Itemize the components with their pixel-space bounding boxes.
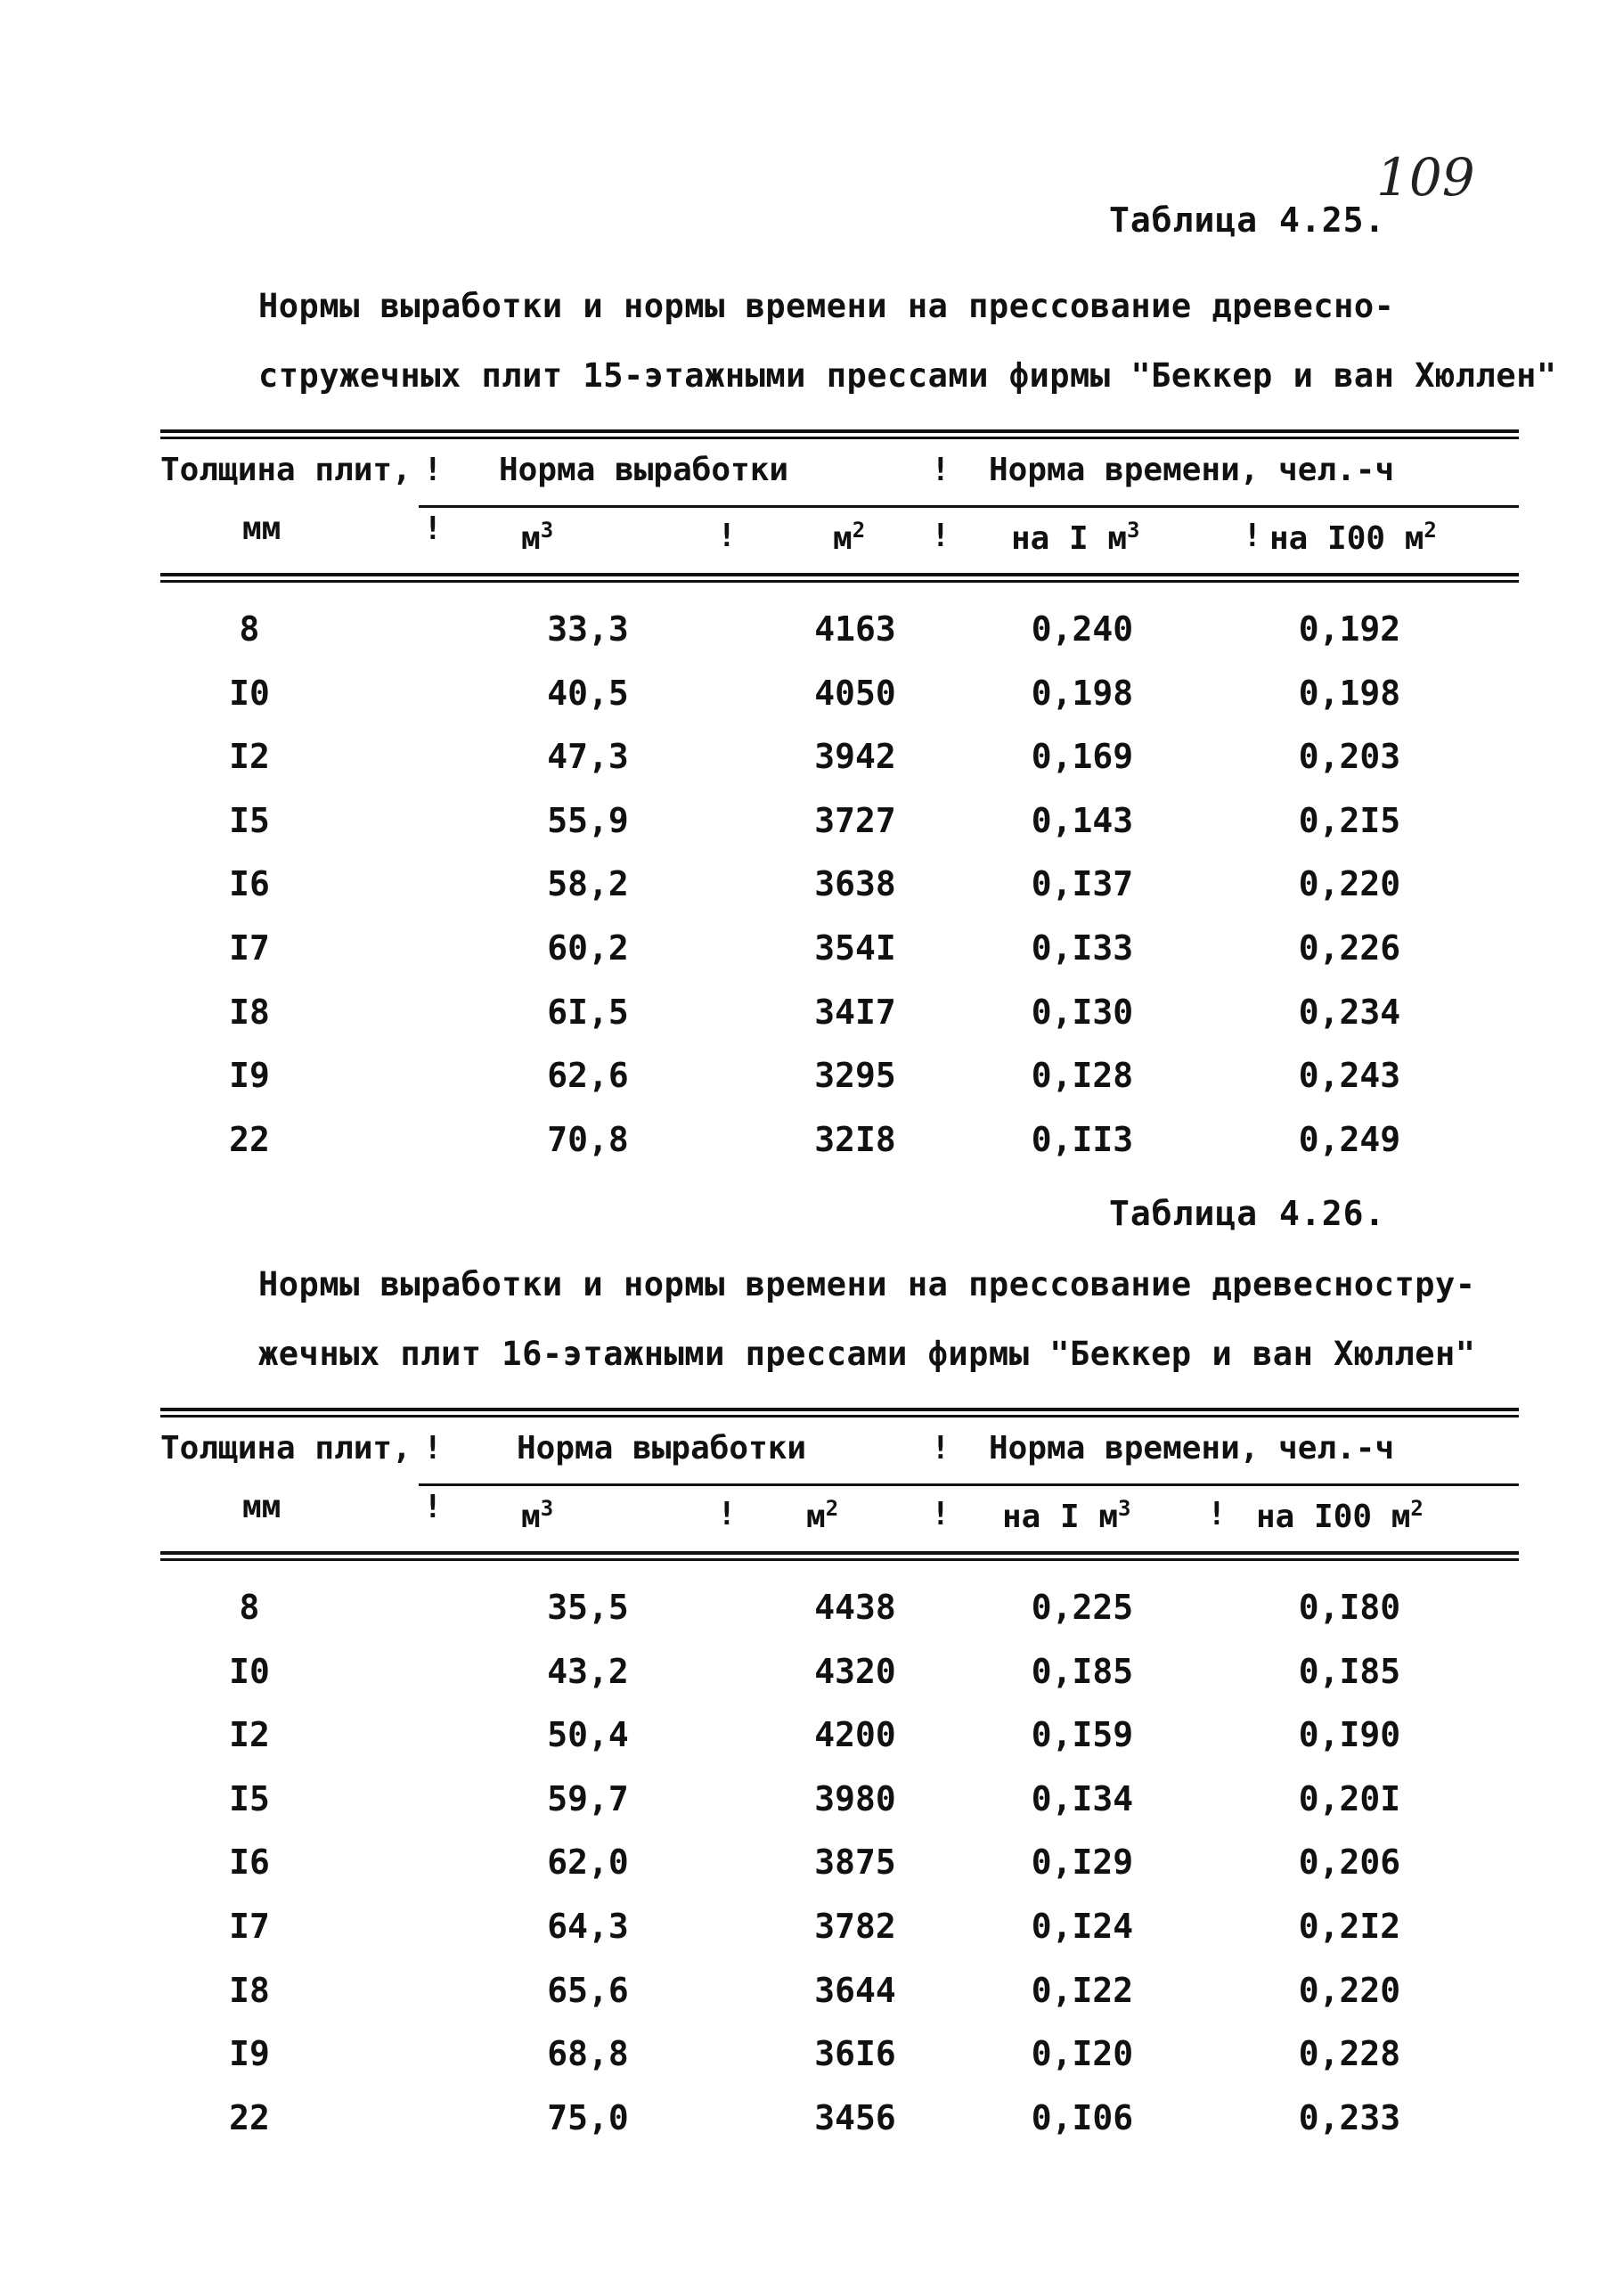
cell-m2: 3727 bbox=[814, 800, 896, 840]
cell-per-100m2: 0,203 bbox=[1298, 737, 1401, 777]
cell-per-100m2: 0,198 bbox=[1298, 673, 1401, 713]
cell-per-100m2: 0,I90 bbox=[1298, 1715, 1401, 1755]
cell-m3: 64,3 bbox=[547, 1906, 629, 1946]
cell-per-100m2: 0,I85 bbox=[1298, 1651, 1401, 1691]
header-per-100-m2: на I00 $м^2$ bbox=[1269, 518, 1437, 557]
header-sep: ! bbox=[931, 518, 950, 554]
cell-m3: 6I,5 bbox=[547, 992, 629, 1032]
cell-thickness: I2 bbox=[229, 1715, 270, 1755]
header-time-norm: Норма времени, чел.-ч bbox=[989, 452, 1395, 488]
caption-line: Нормы выработки и нормы времени на прессование древесно- bbox=[258, 287, 1395, 325]
cell-m2: 4320 bbox=[814, 1651, 896, 1691]
cell-per-m3: 0,I28 bbox=[1031, 1056, 1134, 1096]
header-sep: ! bbox=[423, 511, 443, 547]
table-row bbox=[160, 2018, 1519, 2082]
cell-per-m3: 0,225 bbox=[1031, 1588, 1134, 1627]
cell-m2: 4438 bbox=[814, 1588, 896, 1627]
cell-m3: 55,9 bbox=[547, 800, 629, 840]
cell-m3: 68,8 bbox=[547, 2034, 629, 2074]
cell-per-100m2: 0,243 bbox=[1298, 1056, 1401, 1096]
cell-per-100m2: 0,192 bbox=[1298, 609, 1401, 649]
caption-line: Нормы выработки и нормы времени на прессование древесностру- bbox=[258, 1265, 1476, 1303]
cell-m3: 65,6 bbox=[547, 1970, 629, 2010]
header-sub-rule bbox=[419, 505, 1519, 508]
header-sep: ! bbox=[1243, 518, 1262, 554]
cell-per-100m2: 0,234 bbox=[1298, 992, 1401, 1032]
table-row bbox=[160, 1955, 1519, 2019]
table-header bbox=[160, 439, 1519, 573]
header-sep: ! bbox=[423, 452, 443, 488]
cell-thickness: I5 bbox=[229, 1778, 270, 1818]
cell-m2: 3782 bbox=[814, 1906, 896, 1946]
header-thickness: Толщина плит, bbox=[160, 452, 412, 488]
header-output-norm: Норма выработки bbox=[517, 1430, 807, 1467]
header-bottom-rule bbox=[160, 1551, 1519, 1561]
cell-per-m3: 0,I59 bbox=[1031, 1715, 1134, 1755]
cell-m2: 3295 bbox=[814, 1056, 896, 1096]
page-number: 109 bbox=[1376, 147, 1475, 208]
cell-per-100m2: 0,2I2 bbox=[1298, 1906, 1401, 1946]
top-rule bbox=[160, 1408, 1519, 1418]
norms-table-4-25 bbox=[160, 429, 1519, 1167]
cell-m2: 3638 bbox=[814, 864, 896, 904]
cell-m2: 4200 bbox=[814, 1715, 896, 1755]
header-m3: $м^3$ bbox=[521, 518, 554, 557]
cell-m2: 3980 bbox=[814, 1778, 896, 1818]
table-row bbox=[160, 2082, 1519, 2146]
header-m2: $м^2$ bbox=[806, 1496, 839, 1535]
header-sep: ! bbox=[931, 452, 950, 488]
cell-m2: 3942 bbox=[814, 737, 896, 777]
cell-per-m3: 0,240 bbox=[1031, 609, 1134, 649]
cell-m3: 47,3 bbox=[547, 737, 629, 777]
table-row bbox=[160, 976, 1519, 1041]
cell-m3: 43,2 bbox=[547, 1651, 629, 1691]
header-sep: ! bbox=[1207, 1496, 1227, 1532]
header-bottom-rule bbox=[160, 573, 1519, 583]
cell-m3: 35,5 bbox=[547, 1588, 629, 1627]
cell-m3: 58,2 bbox=[547, 864, 629, 904]
cell-m3: 33,3 bbox=[547, 609, 629, 649]
table-row bbox=[160, 1826, 1519, 1891]
cell-m3: 70,8 bbox=[547, 1119, 629, 1159]
cell-per-m3: 0,I33 bbox=[1031, 927, 1134, 968]
cell-m2: 36I6 bbox=[814, 2034, 896, 2074]
caption-line: жечных плит 16-этажными прессами фирмы "Беккер и ван Хюллен" bbox=[258, 1335, 1476, 1373]
cell-per-100m2: 0,228 bbox=[1298, 2034, 1401, 2074]
cell-per-100m2: 0,206 bbox=[1298, 1843, 1401, 1883]
table-row bbox=[160, 658, 1519, 722]
top-rule bbox=[160, 429, 1519, 439]
cell-m2: 4050 bbox=[814, 673, 896, 713]
cell-thickness: I0 bbox=[229, 1651, 270, 1691]
cell-thickness: 8 bbox=[239, 1588, 260, 1627]
header-thickness: Толщина плит, bbox=[160, 1430, 412, 1467]
cell-m3: 40,5 bbox=[547, 673, 629, 713]
cell-m2: 3644 bbox=[814, 1970, 896, 2010]
cell-per-m3: 0,I24 bbox=[1031, 1906, 1134, 1946]
cell-per-100m2: 0,220 bbox=[1298, 864, 1401, 904]
cell-m2: 3456 bbox=[814, 2097, 896, 2137]
table-row bbox=[160, 1763, 1519, 1827]
cell-per-m3: 0,I37 bbox=[1031, 864, 1134, 904]
table-row bbox=[160, 1104, 1519, 1168]
table-row bbox=[160, 1891, 1519, 1955]
norms-table-4-26 bbox=[160, 1408, 1519, 2145]
header-sep: ! bbox=[423, 1430, 443, 1467]
table-body bbox=[160, 583, 1519, 1167]
table-row bbox=[160, 785, 1519, 849]
caption-line: стружечных плит 15-этажными прессами фирмы "Беккер и ван Хюллен" bbox=[258, 356, 1557, 395]
cell-m3: 50,4 bbox=[547, 1715, 629, 1755]
table-caption-4-26 bbox=[258, 1250, 1541, 1389]
header-sub-rule bbox=[419, 1483, 1519, 1486]
table-row bbox=[160, 1040, 1519, 1104]
cell-m2: 4163 bbox=[814, 609, 896, 649]
header-sep: ! bbox=[423, 1489, 443, 1525]
table-row bbox=[160, 593, 1519, 658]
cell-m3: 60,2 bbox=[547, 927, 629, 968]
cell-per-m3: 0,I85 bbox=[1031, 1651, 1134, 1691]
table-row bbox=[160, 848, 1519, 912]
table-row bbox=[160, 912, 1519, 976]
table-header bbox=[160, 1418, 1519, 1551]
cell-per-100m2: 0,2I5 bbox=[1298, 800, 1401, 840]
table-body bbox=[160, 1561, 1519, 2145]
header-sep: ! bbox=[717, 518, 737, 554]
cell-m3: 62,0 bbox=[547, 1843, 629, 1883]
cell-thickness: I8 bbox=[229, 992, 270, 1032]
cell-m2: 354I bbox=[814, 927, 896, 968]
cell-m2: 3875 bbox=[814, 1843, 896, 1883]
header-per-1-m3: на I $м^3$ bbox=[1011, 518, 1140, 557]
header-per-100-m2: на I00 $м^2$ bbox=[1256, 1496, 1424, 1535]
table-row bbox=[160, 1699, 1519, 1763]
header-thickness-unit: мм bbox=[242, 1489, 281, 1525]
cell-per-m3: 0,I29 bbox=[1031, 1843, 1134, 1883]
table-label-4-25: Таблица 4.25. bbox=[1109, 200, 1386, 240]
cell-thickness: I5 bbox=[229, 800, 270, 840]
cell-per-100m2: 0,220 bbox=[1298, 1970, 1401, 2010]
cell-per-m3: 0,I22 bbox=[1031, 1970, 1134, 2010]
cell-per-m3: 0,I06 bbox=[1031, 2097, 1134, 2137]
cell-thickness: I7 bbox=[229, 927, 270, 968]
cell-m3: 75,0 bbox=[547, 2097, 629, 2137]
cell-thickness: I7 bbox=[229, 1906, 270, 1946]
header-thickness-unit: мм bbox=[242, 511, 281, 547]
cell-thickness: I9 bbox=[229, 1056, 270, 1096]
header-sep: ! bbox=[717, 1496, 737, 1532]
cell-m3: 59,7 bbox=[547, 1778, 629, 1818]
header-m2: $м^2$ bbox=[833, 518, 866, 557]
cell-per-m3: 0,198 bbox=[1031, 673, 1134, 713]
header-sep: ! bbox=[931, 1430, 950, 1467]
header-output-norm: Норма выработки bbox=[499, 452, 789, 488]
cell-m2: 32I8 bbox=[814, 1119, 896, 1159]
cell-thickness: I2 bbox=[229, 737, 270, 777]
cell-per-100m2: 0,226 bbox=[1298, 927, 1401, 968]
cell-thickness: I8 bbox=[229, 1970, 270, 2010]
cell-per-100m2: 0,20I bbox=[1298, 1778, 1401, 1818]
header-m3: $м^3$ bbox=[521, 1496, 554, 1535]
cell-per-100m2: 0,233 bbox=[1298, 2097, 1401, 2137]
cell-thickness: 8 bbox=[239, 609, 260, 649]
header-time-norm: Норма времени, чел.-ч bbox=[989, 1430, 1395, 1467]
cell-per-m3: 0,I20 bbox=[1031, 2034, 1134, 2074]
cell-per-m3: 0,169 bbox=[1031, 737, 1134, 777]
cell-m2: 34I7 bbox=[814, 992, 896, 1032]
cell-thickness: I6 bbox=[229, 1843, 270, 1883]
table-row bbox=[160, 1636, 1519, 1700]
table-row bbox=[160, 1572, 1519, 1636]
cell-per-m3: 0,143 bbox=[1031, 800, 1134, 840]
cell-per-m3: 0,I30 bbox=[1031, 992, 1134, 1032]
table-caption-4-25 bbox=[258, 272, 1557, 411]
cell-per-m3: 0,I34 bbox=[1031, 1778, 1134, 1818]
table-label-4-26: Таблица 4.26. bbox=[1109, 1194, 1386, 1233]
cell-per-100m2: 0,I80 bbox=[1298, 1588, 1401, 1627]
cell-thickness: I0 bbox=[229, 673, 270, 713]
cell-thickness: 22 bbox=[229, 1119, 270, 1159]
cell-thickness: 22 bbox=[229, 2097, 270, 2137]
header-per-1-m3: на I $м^3$ bbox=[1002, 1496, 1131, 1535]
cell-thickness: I6 bbox=[229, 864, 270, 904]
header-sep: ! bbox=[931, 1496, 950, 1532]
cell-thickness: I9 bbox=[229, 2034, 270, 2074]
cell-per-m3: 0,II3 bbox=[1031, 1119, 1134, 1159]
table-row bbox=[160, 721, 1519, 785]
cell-per-100m2: 0,249 bbox=[1298, 1119, 1401, 1159]
cell-m3: 62,6 bbox=[547, 1056, 629, 1096]
